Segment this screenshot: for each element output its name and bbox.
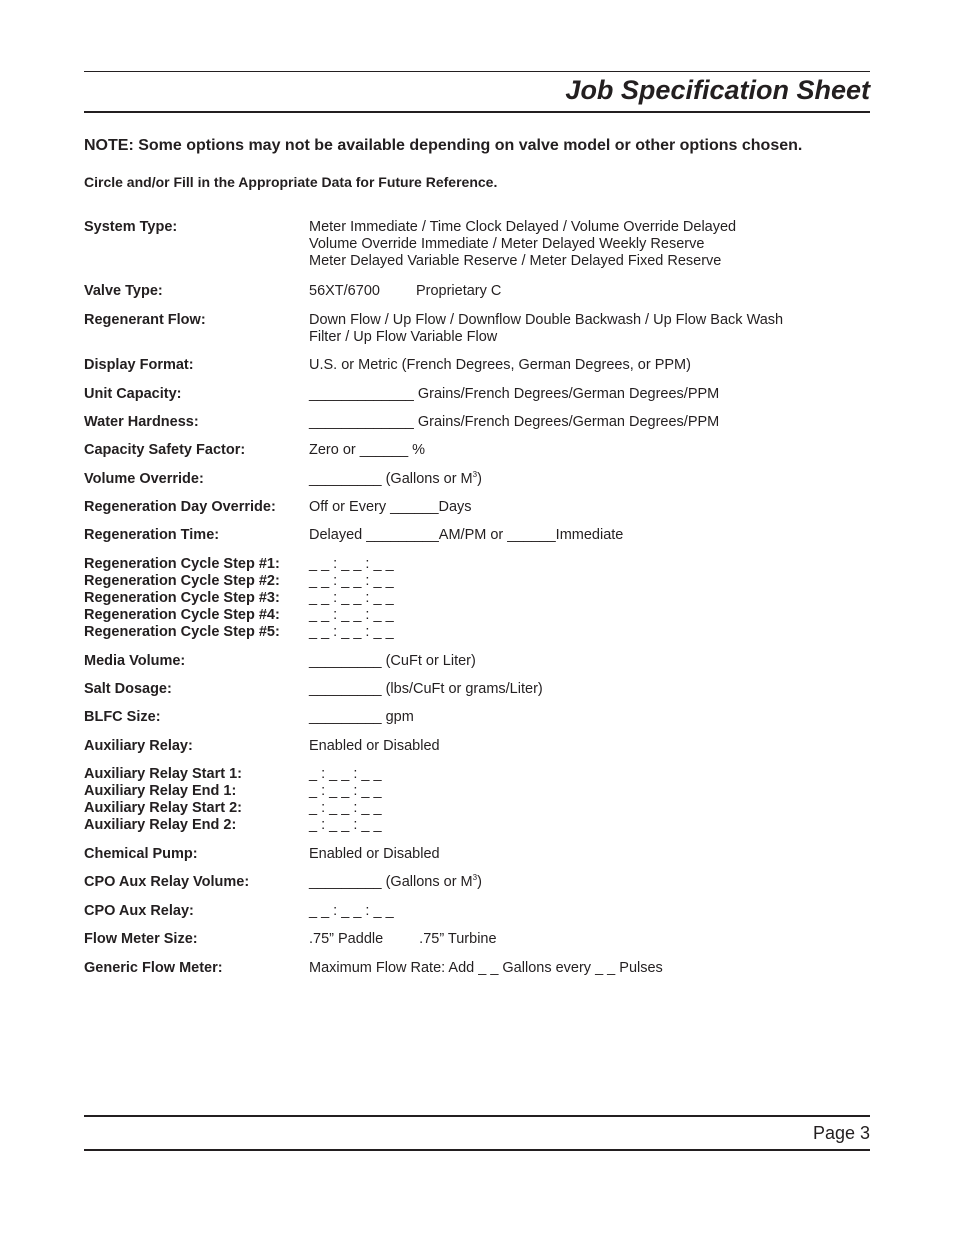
salt-dosage-label: Salt Dosage: <box>84 681 172 697</box>
regeneration-cycle-step-value: _ _ : _ _ : _ _ <box>309 590 394 606</box>
water-hardness-label: Water Hardness: <box>84 414 199 430</box>
media-volume-label: Media Volume: <box>84 653 186 669</box>
generic-flow-meter-label: Generic Flow Meter: <box>84 960 223 976</box>
valve-type-option-1: 56XT/6700 <box>309 283 380 299</box>
system-type-options <box>309 219 736 270</box>
volume-override-superscript: 3 <box>472 470 478 480</box>
system-type-option-line: Volume Override Immediate / Meter Delayed Weekly Reserve <box>309 236 705 252</box>
auxiliary-relay-time-label: Auxiliary Relay End 1: <box>84 783 237 799</box>
auxiliary-relay-time-label: Auxiliary Relay Start 1: <box>84 766 242 782</box>
volume-override-value <box>309 471 482 488</box>
header-top-rule <box>84 71 870 72</box>
regeneration-day-override-label: Regeneration Day Override: <box>84 499 276 515</box>
regeneration-cycle-step-labels <box>84 556 306 641</box>
regeneration-cycle-step-label: Regeneration Cycle Step #2: <box>84 573 280 589</box>
blfc-size-label: BLFC Size: <box>84 709 161 725</box>
flow-meter-size-options <box>309 931 497 948</box>
regeneration-cycle-step-value: _ _ : _ _ : _ _ <box>309 556 394 572</box>
volume-override-label: Volume Override: <box>84 471 204 487</box>
valve-type-label: Valve Type: <box>84 283 163 299</box>
cpo-aux-relay-volume-value <box>309 874 482 891</box>
auxiliary-relay-label: Auxiliary Relay: <box>84 738 193 754</box>
footer-bottom-rule <box>84 1149 870 1151</box>
system-type-option-line: Meter Immediate / Time Clock Delayed / Volume Override Delayed <box>309 219 737 235</box>
regeneration-cycle-step-label: Regeneration Cycle Step #5: <box>84 624 280 640</box>
regeneration-cycle-step-values <box>309 556 394 641</box>
regeneration-cycle-step-value: _ _ : _ _ : _ _ <box>309 624 394 640</box>
instruction-text: Circle and/or Fill in the Appropriate Data for Future Reference. <box>84 174 498 190</box>
auxiliary-relay-value: Enabled or Disabled <box>309 738 440 754</box>
flow-meter-size-label: Flow Meter Size: <box>84 931 198 947</box>
unit-capacity-value: _____________ Grains/French Degrees/German Degrees/PPM <box>309 386 720 402</box>
regeneration-time-label: Regeneration Time: <box>84 527 220 543</box>
chemical-pump-value: Enabled or Disabled <box>309 846 440 862</box>
regeneration-cycle-step-label: Regeneration Cycle Step #1: <box>84 556 280 572</box>
flow-meter-size-option-1: .75” Paddle <box>309 931 384 947</box>
valve-type-options <box>309 283 501 300</box>
auxiliary-relay-time-label: Auxiliary Relay Start 2: <box>84 800 242 816</box>
flow-meter-size-option-2: .75” Turbine <box>419 931 497 947</box>
capacity-safety-factor-label: Capacity Safety Factor: <box>84 442 246 458</box>
cpo-aux-relay-volume-prefix: _________ (Gallons or M <box>309 874 473 890</box>
auxiliary-relay-time-value: _ : _ _ : _ _ <box>309 817 382 833</box>
availability-note: NOTE: Some options may not be available depending on valve model or other options chosen. <box>84 137 803 154</box>
system-type-option-line: Meter Delayed Variable Reserve / Meter Delayed Fixed Reserve <box>309 253 722 269</box>
page-title: Job Specification Sheet <box>565 75 870 105</box>
regenerant-flow-options <box>309 312 783 346</box>
system-type-label: System Type: <box>84 219 178 235</box>
auxiliary-relay-time-label: Auxiliary Relay End 2: <box>84 817 237 833</box>
display-format-value: U.S. or Metric (French Degrees, German Degrees, or PPM) <box>309 357 691 373</box>
cpo-aux-relay-volume-label: CPO Aux Relay Volume: <box>84 874 250 890</box>
regenerant-flow-label: Regenerant Flow: <box>84 312 206 328</box>
capacity-safety-factor-value: Zero or ______ % <box>309 442 426 458</box>
regenerant-flow-option-line: Down Flow / Up Flow / Downflow Double Backwash / Up Flow Back Wash <box>309 312 784 328</box>
regeneration-time-value: Delayed _________AM/PM or ______Immediate <box>309 527 624 543</box>
salt-dosage-value: _________ (lbs/CuFt or grams/Liter) <box>309 681 543 697</box>
regeneration-cycle-step-value: _ _ : _ _ : _ _ <box>309 607 394 623</box>
water-hardness-value: _____________ Grains/French Degrees/German Degrees/PPM <box>309 414 720 430</box>
auxiliary-relay-time-value: _ : _ _ : _ _ <box>309 800 382 816</box>
valve-type-option-2: Proprietary C <box>415 283 502 299</box>
cpo-aux-relay-volume-suffix: ) <box>477 874 482 890</box>
volume-override-suffix: ) <box>477 471 482 487</box>
regenerant-flow-option-line: Filter / Up Flow Variable Flow <box>309 329 498 345</box>
page-number: Page 3 <box>812 1123 870 1143</box>
footer-top-rule <box>84 1115 870 1117</box>
cpo-aux-relay-volume-superscript: 3 <box>472 873 478 883</box>
auxiliary-relay-time-values <box>309 766 382 834</box>
cpo-aux-relay-label: CPO Aux Relay: <box>84 903 194 919</box>
chemical-pump-label: Chemical Pump: <box>84 846 198 862</box>
display-format-label: Display Format: <box>84 357 194 373</box>
blfc-size-value: _________ gpm <box>309 709 414 725</box>
media-volume-value: _________ (CuFt or Liter) <box>309 653 476 669</box>
volume-override-prefix: _________ (Gallons or M <box>309 471 473 487</box>
regeneration-cycle-step-label: Regeneration Cycle Step #4: <box>84 607 280 623</box>
auxiliary-relay-time-value: _ : _ _ : _ _ <box>309 766 382 782</box>
generic-flow-meter-value: Maximum Flow Rate: Add _ _ Gallons every _ _ Pulses <box>309 960 663 976</box>
header-bottom-rule <box>84 111 870 113</box>
auxiliary-relay-time-labels <box>84 766 306 834</box>
auxiliary-relay-time-value: _ : _ _ : _ _ <box>309 783 382 799</box>
cpo-aux-relay-value: _ _ : _ _ : _ _ <box>309 903 394 919</box>
regeneration-cycle-step-value: _ _ : _ _ : _ _ <box>309 573 394 589</box>
unit-capacity-label: Unit Capacity: <box>84 386 182 402</box>
regeneration-day-override-value: Off or Every ______Days <box>309 499 472 515</box>
regeneration-cycle-step-label: Regeneration Cycle Step #3: <box>84 590 280 606</box>
